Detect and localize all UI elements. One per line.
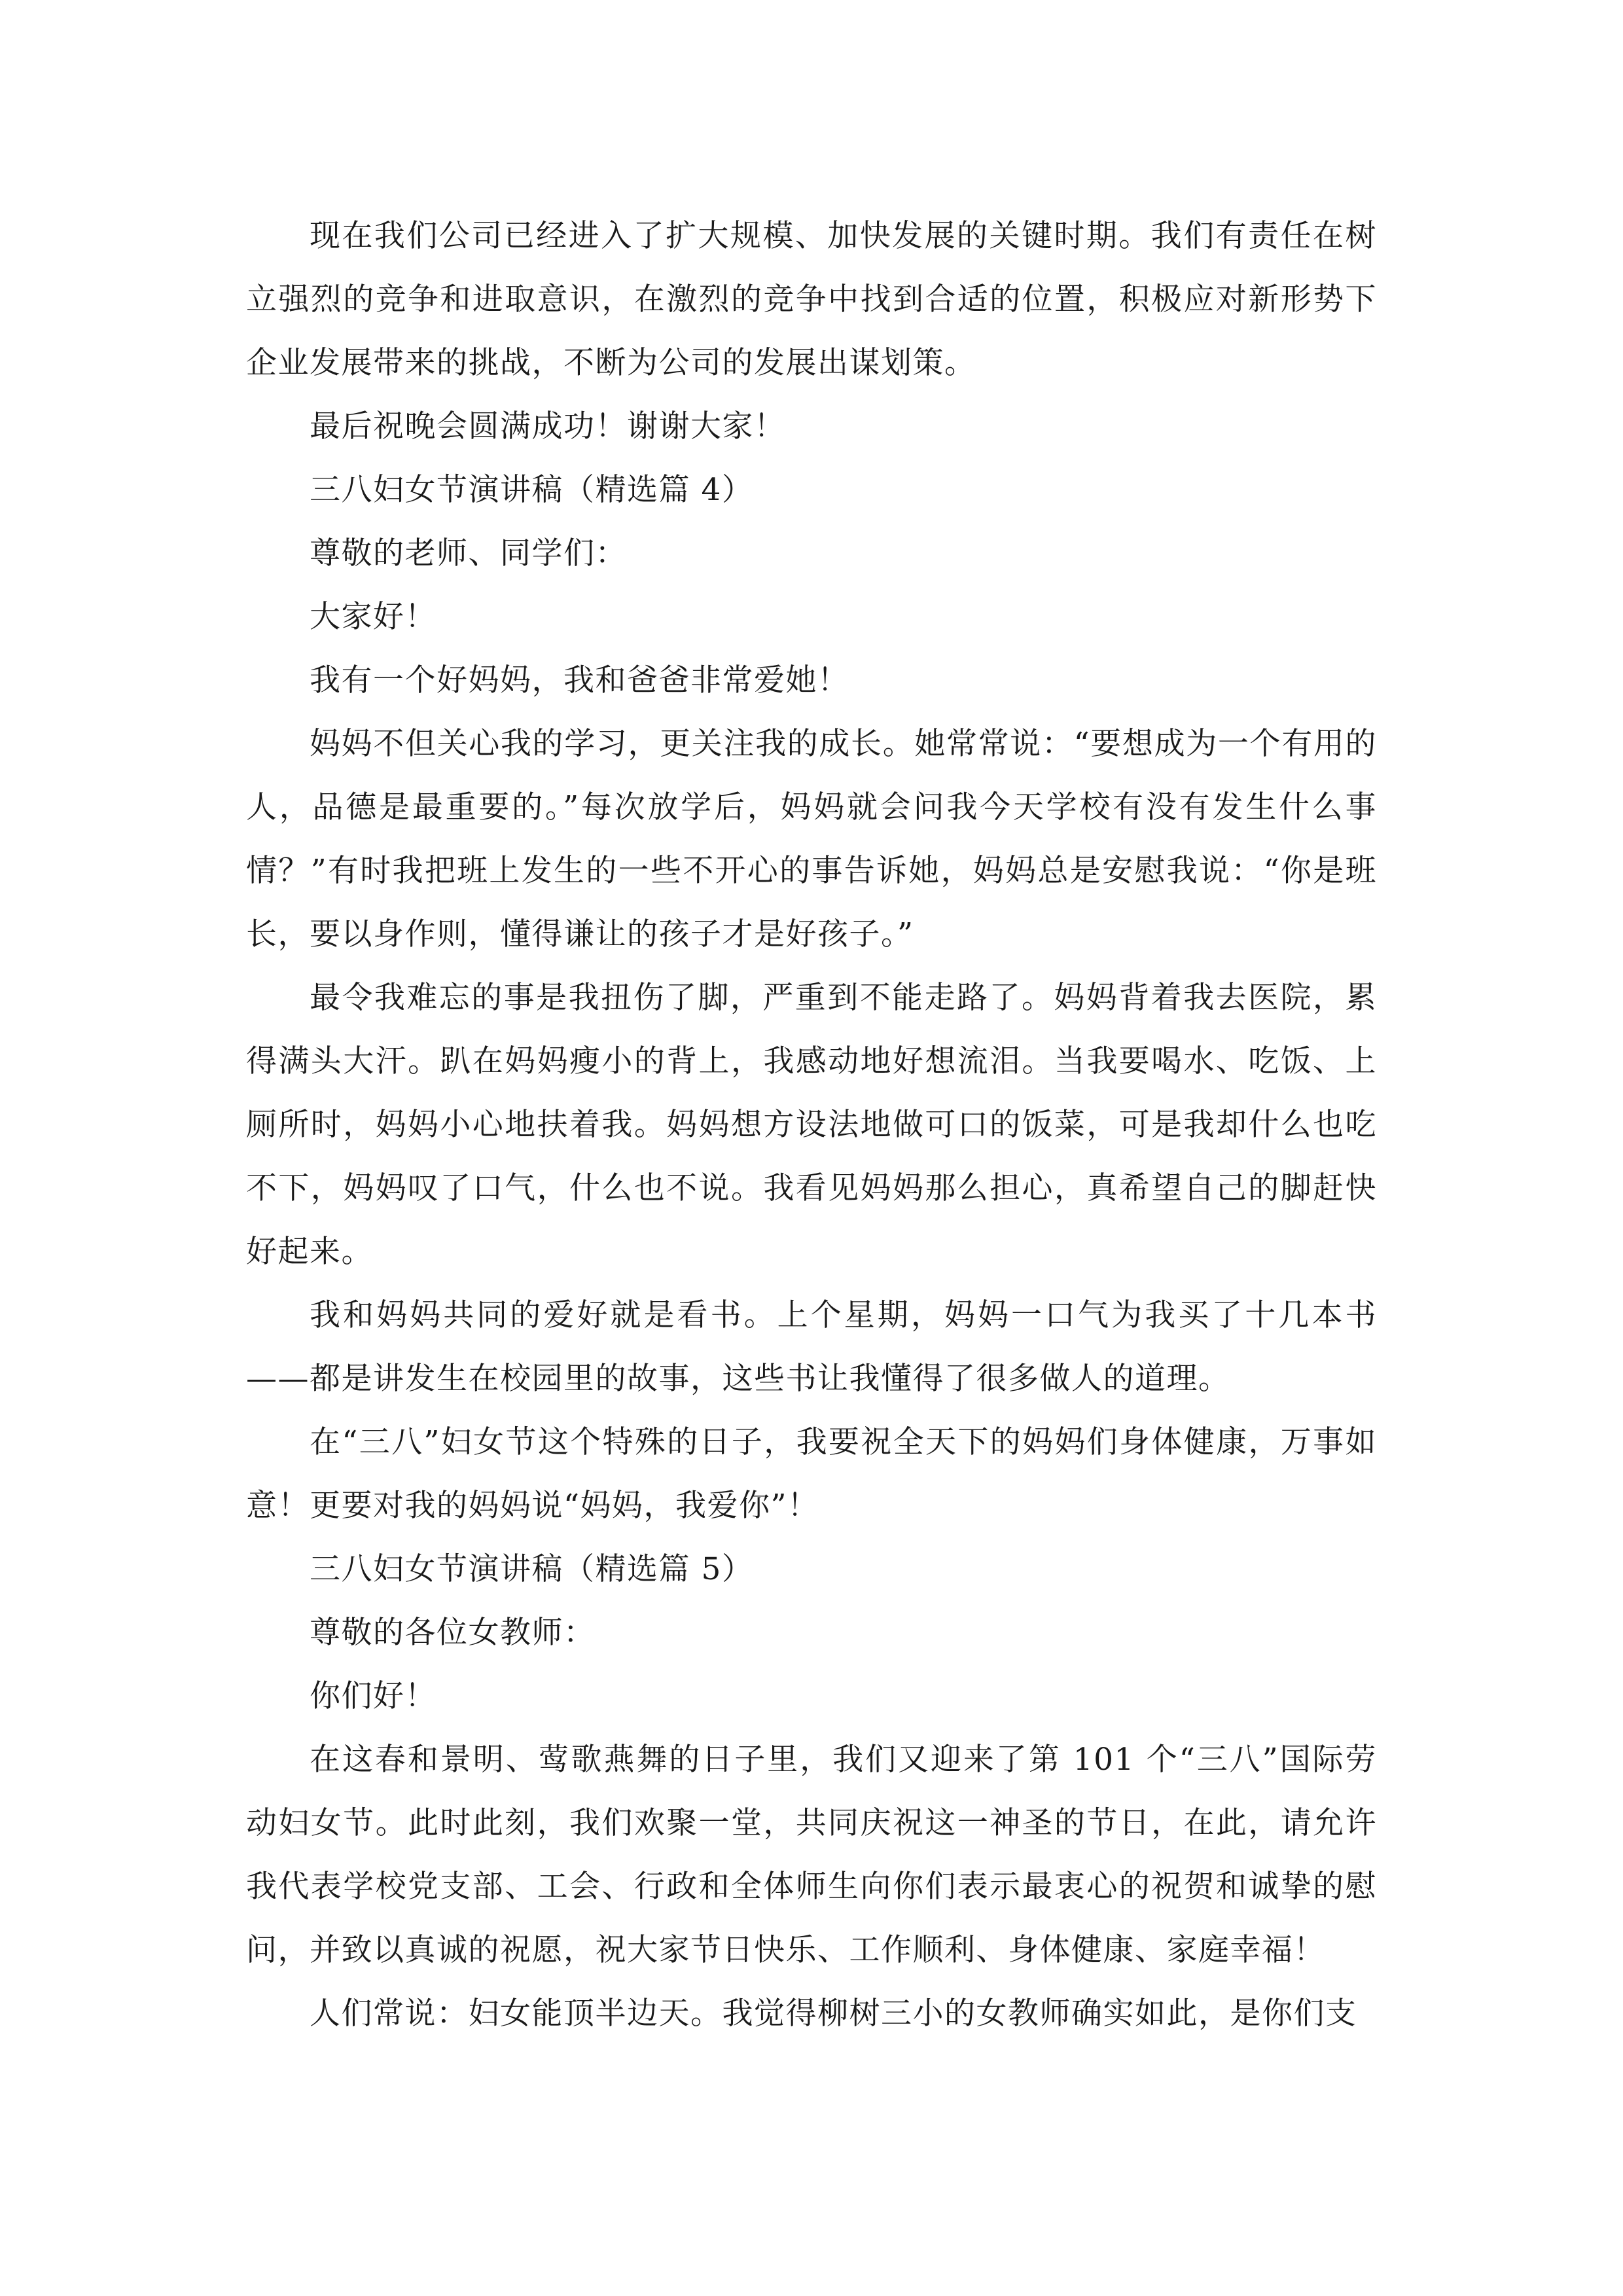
section-heading-5: 三八妇女节演讲稿（精选篇 5）: [310, 1551, 754, 1587]
paragraph-half-the-sky: 人们常说：妇女能顶半边天。我觉得柳树三小的女教师确实如此，是你们支: [310, 1996, 1357, 2032]
greeting-hello-all: 你们好！: [310, 1678, 437, 1714]
paragraph-company-development: 现在我们公司已经进入了扩大规模、加快发展的关键时期。我们有责任在树立强烈的竞争和进取意识，在激烈的竞争中找到合适的位置，积极应对新形势下企业发展带来的挑战，不断为公司的发展出谋划策。: [246, 218, 1377, 381]
salutation-female-teachers: 尊敬的各位女教师：: [310, 1615, 596, 1651]
paragraph-reading-hobby: 我和妈妈共同的爱好就是看书。上个星期，妈妈一口气为我买了十几本书——都是讲发生在校园里的故事，这些书让我懂得了很多做人的道理。: [246, 1297, 1377, 1397]
greeting-hello: 大家好！: [310, 599, 437, 635]
paragraph-festival-congratulations: 在这春和景明、莺歌燕舞的日子里，我们又迎来了第 101 个“三八”国际劳动妇女节。此时此刻，我们欢聚一堂，共同庆祝这一神圣的节日，在此，请允许我代表学校党支部、工会、行政和全体师生向你们表示最衷心的祝贺和诚挚的慰问，并致以真诚的祝愿，祝大家节日快乐、工作顺利、身体健康、家庭幸福！: [246, 1742, 1377, 1968]
paragraph-mother-cares: 妈妈不但关心我的学习，更关注我的成长。她常常说：“要想成为一个有用的人，品德是最重要的。”每次放学后，妈妈就会问我今天学校有没有发生什么事情？”有时我把班上发生的一些不开心的事告诉她，妈妈总是安慰我说：“你是班长，要以身作则，懂得谦让的孩子才是好孩子。”: [246, 726, 1377, 952]
section-heading-4: 三八妇女节演讲稿（精选篇 4）: [310, 472, 754, 508]
salutation-teachers-students: 尊敬的老师、同学们：: [310, 535, 627, 571]
paragraph-sprained-foot: 最令我难忘的事是我扭伤了脚，严重到不能走路了。妈妈背着我去医院，累得满头大汗。趴在妈妈瘦小的背上，我感动地好想流泪。当我要喝水、吃饭、上厕所时，妈妈小心地扶着我。妈妈想方设法地做可口的饭菜，可是我却什么也吃不下，妈妈叹了口气，什么也不说。我看见妈妈那么担心，真希望自己的脚赶快好起来。: [246, 980, 1377, 1270]
paragraph-womens-day-wish: 在“三八”妇女节这个特殊的日子，我要祝全天下的妈妈们身体健康，万事如意！更要对我的妈妈说“妈妈，我爱你”！: [246, 1424, 1377, 1524]
paragraph-closing-wishes: 最后祝晚会圆满成功！谢谢大家！: [310, 408, 786, 444]
paragraph-good-mother: 我有一个好妈妈，我和爸爸非常爱她！: [310, 662, 849, 698]
